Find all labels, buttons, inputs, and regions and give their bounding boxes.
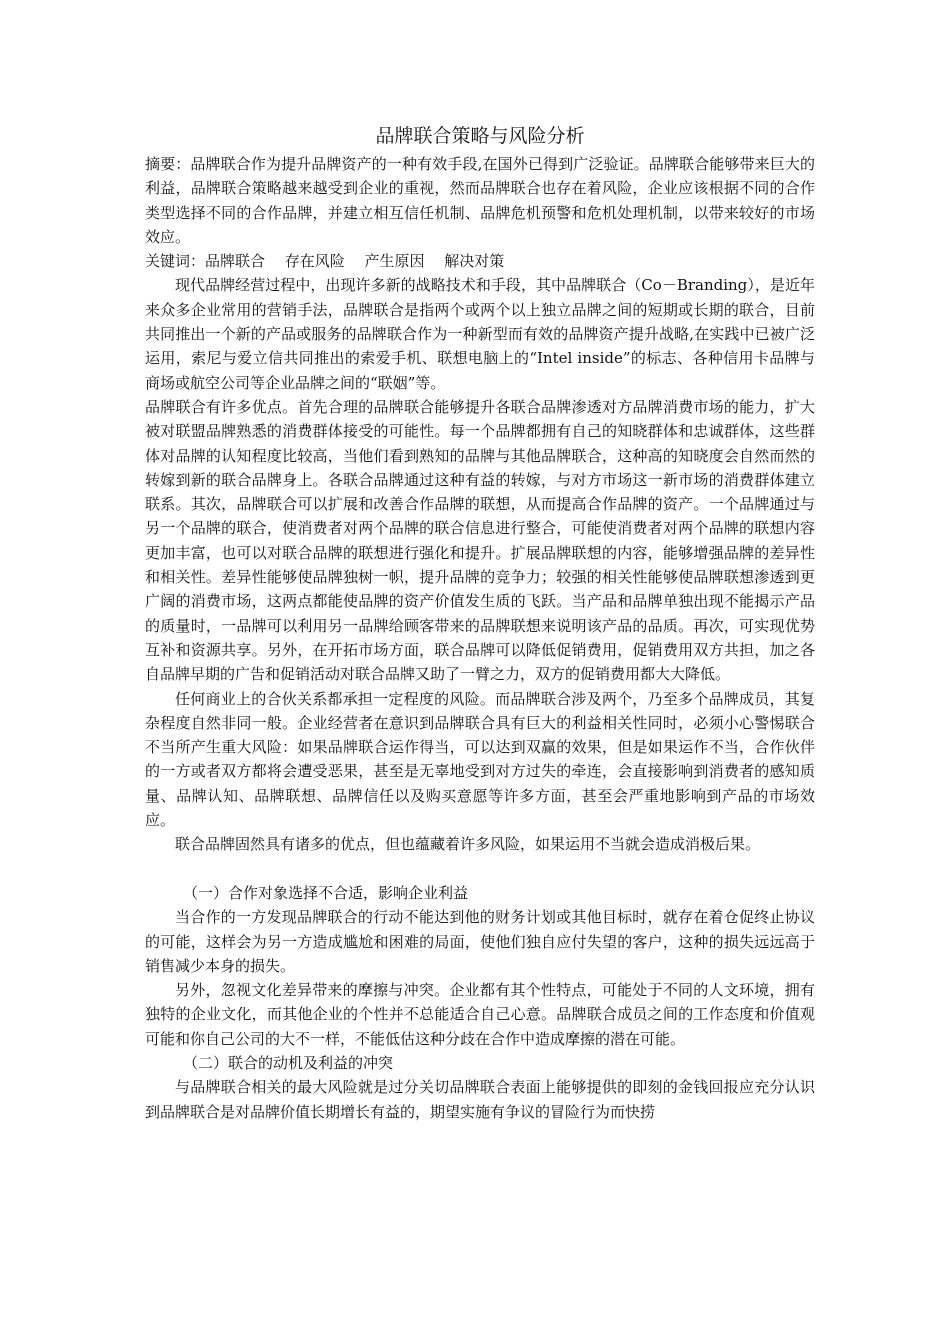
section-heading: （二）联合的动机及利益的冲突: [183, 1053, 394, 1072]
body-paragraph: 品牌联合有许多优点。首先合理的品牌联合能够提升各联合品牌渗透对方品牌消费市场的能力，扩大被对联盟品牌熟悉的消费群体接受的可能性。每一个品牌都拥有自己的知晓群体和忠诚群体，这些群体对品牌的认知程度比较高，当他们看到熟知的品牌与其他品牌联合，这种高的知晓度会自然而然的转嫁到新的联合品牌身上。各联合品牌通过这种有益的转嫁，与对方市场这一新市场的消费群体建立联系。其次，品牌联合可以扩展和改善合作品牌的联想，从而提高合作品牌的资产。一个品牌通过与另一个品牌的联合，使消费者对两个品牌的联合信息进行整合，可能使消费者对两个品牌的联想内容更加丰富，也可以对联合品牌的联想进行强化和提升。扩展品牌联想的内容，能够增强品牌的差异性和相关性。差异性能够使品牌独树一帜，提升品牌的竞争力；较强的相关性能够使品牌联想渗透到更广阔的消费市场，这两点都能使品牌的资产价值发生质的飞跃。当产品和品牌单独出现不能揭示产品的质量时，一品牌可以利用另一品牌给顾客带来的品牌联想来说明该产品的品质。再次，可实现优势互补和资源共享。另外，在开拓市场方面，联合品牌可以降低促销费用，促销费用双方共担，加之各自品牌早期的广告和促销活动对联合品牌又助了一臂之力，双方的促销费用都大大降低。: [145, 397, 815, 684]
body-paragraph: 联合品牌固然具有诸多的优点，但也蕴藏着许多风险，如果运用不当就会造成消极后果。: [175, 835, 761, 854]
document-page: [145, 122, 815, 1124]
keywords-line: 关键词：品牌联合 存在风险 产生原因 解决对策: [145, 252, 505, 271]
body-paragraph: 任何商业上的合伙关系都承担一定程度的风险。而品牌联合涉及两个，乃至多个品牌成员，其复杂程度自然非同一般。企业经营者在意识到品牌联合具有巨大的利益相关性同时，必须小心警惕联合不当所产生重大风险：如果品牌联合运作得当，可以达到双赢的效果，但是如果运作不当，合作伙伴的一方或者双方都将会遭受恶果，甚至是无辜地受到对方过失的牵连，会直接影响到消费者的感知质量、品牌认知、品牌联想、品牌信任以及购买意愿等许多方面，甚至会严重地影响到产品的市场效应。: [145, 689, 815, 830]
section-heading: （一）合作对象选择不合适，影响企业利益: [183, 883, 469, 902]
document-title: 品牌联合策略与风险分析: [375, 125, 585, 147]
body-paragraph: 另外，忽视文化差异带来的摩擦与冲突。企业都有其个性特点，可能处于不同的人文环境，拥有独特的企业文化，而其他企业的个性并不总能适合自己心意。品牌联合成员之间的工作态度和价值观可能和你自己公司的大不一样，不能低估这种分歧在合作中造成摩擦的潜在可能。: [145, 981, 815, 1048]
body-paragraph: 与品牌联合相关的最大风险就是过分关切品牌联合表面上能够提供的即刻的金钱回报应充分认识到品牌联合是对品牌价值长期增长有益的，期望实施有争议的冒险行为而快捞: [145, 1078, 815, 1121]
body-paragraph: 现代品牌经营过程中，出现许多新的战略技术和手段，其中品牌联合（Co－Branding），是近年来众多企业常用的营销手法，品牌联合是指两个或两个以上独立品牌之间的短期或长期的联合，目前共同推出一个新的产品或服务的品牌联合作为一种新型而有效的品牌资产提升战略,在实践中已被广泛运用，索尼与爱立信共同推出的索爱手机、联想电脑上的“Intel inside”的标志、各种信用卡品牌与商场或航空公司等企业品牌之间的“联姻”等。: [145, 276, 815, 392]
abstract-paragraph: 摘要：品牌联合作为提升品牌资产的一种有效手段,在国外已得到广泛验证。品牌联合能够带来巨大的利益，品牌联合策略越来越受到企业的重视，然而品牌联合也存在着风险，企业应该根据不同的合作类型选择不同的合作品牌，并建立相互信任机制、品牌危机预警和危机处理机制，以带来较好的市场效应。: [145, 155, 815, 246]
blank-line: [145, 857, 815, 881]
body-paragraph: 当合作的一方发现品牌联合的行动不能达到他的财务计划或其他目标时，就存在着仓促终止协议的可能，这样会为另一方造成尴尬和困难的局面，使他们独自应付失望的客户，这种的损失远远高于销售减少本身的损失。: [145, 908, 815, 975]
